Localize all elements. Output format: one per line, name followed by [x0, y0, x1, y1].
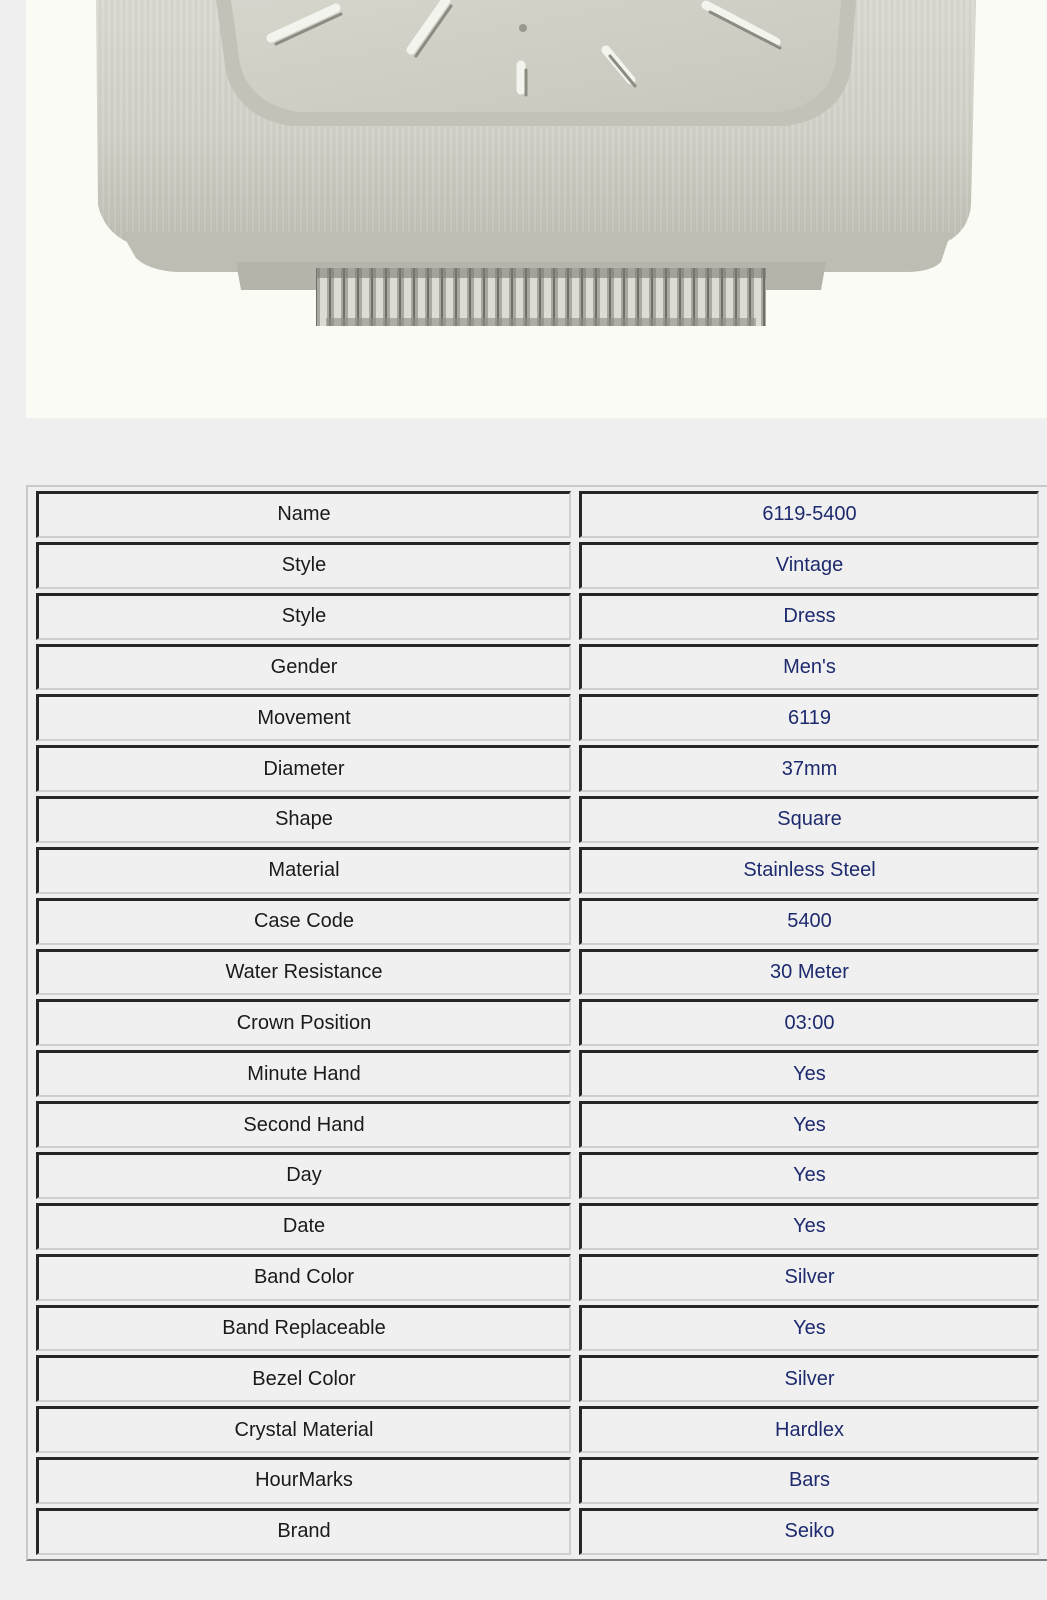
- spec-value: Hardlex: [579, 1406, 1039, 1453]
- spec-label: Diameter: [36, 745, 571, 792]
- spec-row: [36, 949, 1039, 996]
- spec-table: [26, 485, 1047, 1561]
- spec-row: [36, 1457, 1039, 1504]
- spec-label: Crown Position: [36, 999, 571, 1046]
- spec-label: Movement: [36, 694, 571, 741]
- spec-row: [36, 1355, 1039, 1402]
- spec-value: Silver: [579, 1254, 1039, 1301]
- spec-value: Yes: [579, 1152, 1039, 1199]
- spec-label: Style: [36, 593, 571, 640]
- spec-row: [36, 1254, 1039, 1301]
- spec-value: Yes: [579, 1203, 1039, 1250]
- spec-label: HourMarks: [36, 1457, 571, 1504]
- spec-label: Style: [36, 542, 571, 589]
- spec-value: 30 Meter: [579, 949, 1039, 996]
- spec-value: 6119-5400: [579, 491, 1039, 538]
- spec-label: Bezel Color: [36, 1355, 571, 1402]
- spec-value: Yes: [579, 1101, 1039, 1148]
- spec-label: Shape: [36, 796, 571, 843]
- spec-value: 5400: [579, 898, 1039, 945]
- spec-value: Seiko: [579, 1508, 1039, 1555]
- spec-row: [36, 1203, 1039, 1250]
- spec-value: Stainless Steel: [579, 847, 1039, 894]
- spec-label: Brand: [36, 1508, 571, 1555]
- spec-row: [36, 745, 1039, 792]
- spec-value: Men's: [579, 644, 1039, 691]
- product-photo: [26, 0, 1047, 418]
- spec-row: [36, 644, 1039, 691]
- spec-row: [36, 999, 1039, 1046]
- spec-row: [36, 491, 1039, 538]
- spec-value: Bars: [579, 1457, 1039, 1504]
- spec-label: Second Hand: [36, 1101, 571, 1148]
- spec-label: Day: [36, 1152, 571, 1199]
- spec-label: Crystal Material: [36, 1406, 571, 1453]
- spec-value: Yes: [579, 1305, 1039, 1352]
- watch-case-icon: [26, 0, 1047, 418]
- spec-label: Minute Hand: [36, 1050, 571, 1097]
- spec-row: [36, 1101, 1039, 1148]
- spec-row: [36, 847, 1039, 894]
- spec-row: [36, 898, 1039, 945]
- spec-label: Case Code: [36, 898, 571, 945]
- spec-label: Gender: [36, 644, 571, 691]
- spec-value: 03:00: [579, 999, 1039, 1046]
- spec-row: [36, 1508, 1039, 1555]
- spec-value: Square: [579, 796, 1039, 843]
- spec-label: Material: [36, 847, 571, 894]
- spec-row: [36, 593, 1039, 640]
- spec-label: Water Resistance: [36, 949, 571, 996]
- spec-label: Name: [36, 491, 571, 538]
- spec-row: [36, 1406, 1039, 1453]
- spec-label: Date: [36, 1203, 571, 1250]
- spec-value: 6119: [579, 694, 1039, 741]
- spec-row: [36, 796, 1039, 843]
- spec-value: Vintage: [579, 542, 1039, 589]
- spec-value: Dress: [579, 593, 1039, 640]
- spec-label: Band Replaceable: [36, 1305, 571, 1352]
- spec-row: [36, 542, 1039, 589]
- spec-value: Yes: [579, 1050, 1039, 1097]
- spec-value: Silver: [579, 1355, 1039, 1402]
- spec-row: [36, 1152, 1039, 1199]
- spec-row: [36, 694, 1039, 741]
- spec-row: [36, 1305, 1039, 1352]
- spec-value: 37mm: [579, 745, 1039, 792]
- spec-label: Band Color: [36, 1254, 571, 1301]
- spec-row: [36, 1050, 1039, 1097]
